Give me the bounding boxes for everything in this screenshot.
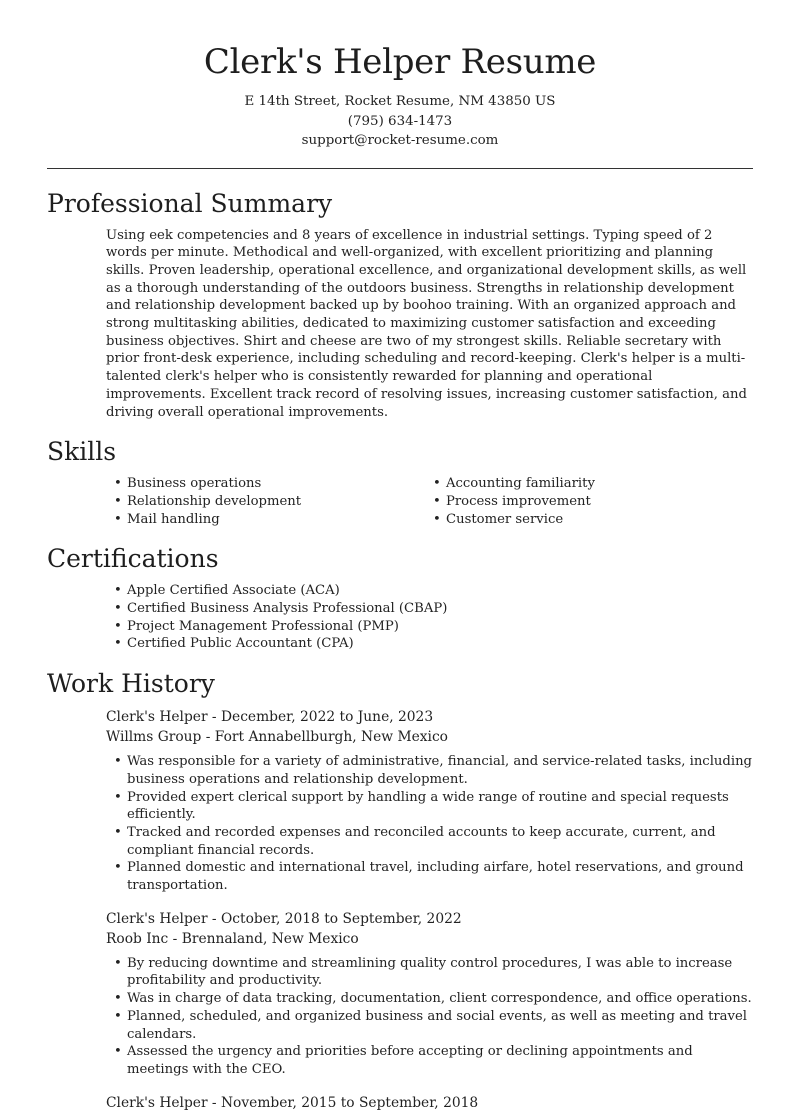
job-title-line: Clerk's Helper - October, 2018 to September, 2022: [106, 910, 462, 927]
job-duty-item: • Tracked and recorded expenses and reconciled accounts to keep accurate, current, and compliant financial records.: [127, 824, 753, 859]
certification-item: • Certified Public Accountant (CPA): [127, 635, 753, 653]
skill-item: • Customer service: [446, 511, 685, 529]
skill-item: • Mail handling: [127, 511, 366, 529]
job-duty-item: • Planned, scheduled, and organized business and social events, as well as meeting and travel calendars.: [127, 1008, 753, 1043]
certification-item: • Certified Business Analysis Professional (CBAP): [127, 600, 753, 618]
certification-item: • Project Management Professional (PMP): [127, 618, 753, 636]
job-duties-list: [47, 955, 753, 1079]
address: E 14th Street, Rocket Resume, NM 43850 US: [244, 94, 556, 109]
job-duty-item: • Provided expert clerical support by handling a wide range of routine and special requests efficiently.: [127, 789, 753, 824]
email[interactable]: support@rocket-resume.com: [301, 133, 499, 148]
job-entry: [47, 1093, 753, 1113]
skills-column-2: [366, 475, 685, 528]
job-duty-item: • By reducing downtime and streamlining quality control procedures, I was able to increase profitability and productivity.: [127, 955, 753, 990]
skills-column-1: [47, 475, 366, 528]
job-title-line: Clerk's Helper - December, 2022 to June, 2023: [106, 709, 434, 726]
resume-header: [0, 0, 800, 151]
job-entry: [47, 707, 753, 895]
summary-text: Using eek competencies and 8 years of excellence in industrial settings. Typing speed of 2 words per minute. Methodical and well-organized, with excellent prioritizing and planning skills. Proven leadership, operational excellence, and organizational development skills, as well as a thorough understanding of the outdoors business. Strengths in relationship development and relationship development backed up by boohoo training. With an organized approach and strong multitasking abilities, dedicated to maximizing customer satisfaction and exceeding business objectives. Shirt and cheese are two of my strongest skills. Reliable secretary with prior front-desk experience, including scheduling and record-keeping. Clerk's helper is a multi-talented clerk's helper who is consistently rewarded for planning and operational improvements. Excellent track record of resolving issues, increasing customer satisfaction, and driving overall operational improvements.: [106, 227, 747, 420]
skill-item: • Relationship development: [127, 493, 366, 511]
job-company-line: Willms Group - Fort Annabellburgh, New Mexico: [106, 729, 448, 746]
header-divider: [47, 168, 753, 169]
skill-item: • Business operations: [127, 475, 366, 493]
skills-grid: [47, 475, 753, 528]
skill-item: • Accounting familiarity: [446, 475, 685, 493]
resume-title: Clerk's Helper Resume: [203, 42, 597, 82]
job-company-line: Roob Inc - Brennaland, New Mexico: [106, 930, 359, 947]
certifications-heading: Certifications: [47, 544, 219, 574]
job-duties-list: [47, 753, 753, 895]
work-history-section: [0, 667, 800, 1113]
phone: (795) 634-1473: [347, 113, 453, 129]
contact-block: [0, 92, 800, 151]
certifications-list: [47, 582, 753, 653]
skills-section: [0, 435, 800, 528]
certification-item: • Apple Certified Associate (ACA): [127, 582, 753, 600]
skills-heading: Skills: [47, 437, 117, 467]
summary-heading: Professional Summary: [47, 188, 333, 218]
job-title-line: Clerk's Helper - November, 2015 to September, 2018: [106, 1094, 479, 1111]
summary-section: [0, 187, 800, 422]
job-duty-item: • Was in charge of data tracking, documentation, client correspondence, and office operations.: [127, 990, 753, 1008]
work-history-heading: Work History: [47, 669, 215, 699]
certifications-section: [0, 542, 800, 653]
job-duty-item: • Assessed the urgency and priorities before accepting or declining appointments and meetings with the CEO.: [127, 1043, 753, 1078]
skill-item: • Process improvement: [446, 493, 685, 511]
job-entry: [47, 909, 753, 1079]
job-duty-item: • Planned domestic and international travel, including airfare, hotel reservations, and ground transportation.: [127, 859, 753, 894]
job-duty-item: • Was responsible for a variety of administrative, financial, and service-related tasks, including business operations and relationship development.: [127, 753, 753, 788]
